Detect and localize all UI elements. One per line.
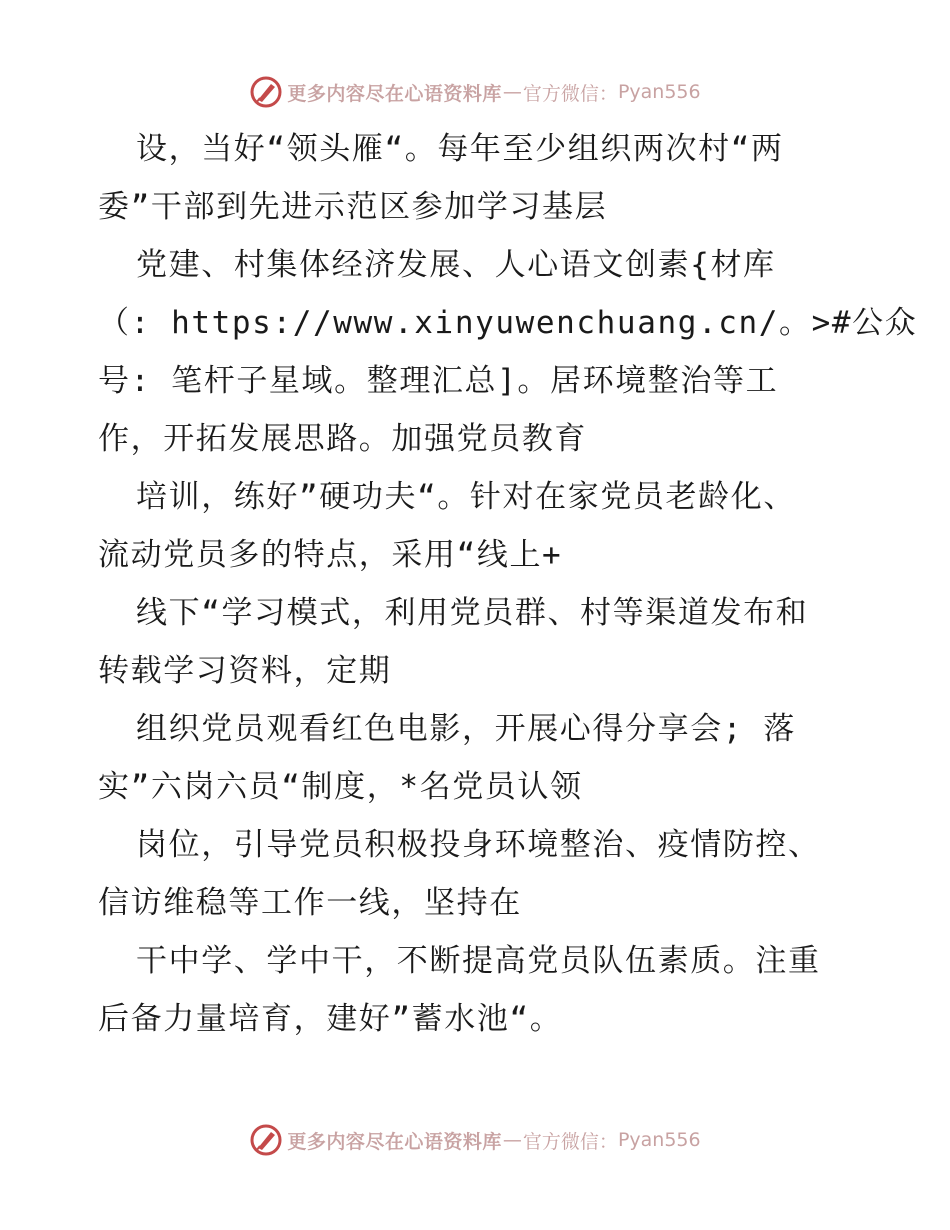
footer-banner xyxy=(0,1120,950,1160)
text-line: 线下“学习模式，利用党员群、村等渠道发布和 xyxy=(136,595,809,631)
quill-circle-icon xyxy=(249,75,283,109)
text-line: 组织党员观看红色电影，开展心得分享会; 落 xyxy=(136,711,796,747)
text-line: 培训，练好”硬功夫“。针对在家党员老龄化、 xyxy=(136,479,796,515)
text-line: （: https://www.xinyuwenchuang.cn/。>#公众 xyxy=(98,305,918,341)
text-line: 后备力量培育，建好”蓄水池“。 xyxy=(98,1001,563,1037)
text-line: 号: 笔杆子星域。整理汇总]。居环境整治等工 xyxy=(98,363,779,399)
text-line: 转载学习资料，定期 xyxy=(98,653,392,689)
banner-wechat-id: Pyan556 xyxy=(617,1129,701,1151)
text-line: 流动党员多的特点，采用“线上+ xyxy=(98,537,563,573)
text-line: 作，开拓发展思路。加强党员教育 xyxy=(98,421,587,457)
header-banner xyxy=(0,72,950,112)
banner-wechat-label: 官方微信： xyxy=(522,1130,618,1153)
text-line: 设，当好“领头雁“。每年至少组织两次村“两 xyxy=(136,131,784,167)
banner-site-text: 更多内容尽在心语资料库 xyxy=(287,1130,502,1153)
text-line: 信访维稳等工作一线，坚持在 xyxy=(98,885,522,921)
banner-separator: — xyxy=(502,1129,522,1151)
text-line: 干中学、学中干，不断提高党员队伍素质。注重 xyxy=(136,943,821,979)
banner-wechat-label: 官方微信： xyxy=(522,82,618,105)
quill-circle-icon xyxy=(249,1123,283,1157)
banner-site-text: 更多内容尽在心语资料库 xyxy=(287,82,502,105)
banner-separator: — xyxy=(502,81,522,103)
text-line: 实”六岗六员“制度，*名党员认领 xyxy=(98,769,583,805)
text-line: 岗位，引导党员积极投身环境整治、疫情防控、 xyxy=(136,827,821,863)
text-line: 委”干部到先进示范区参加学习基层 xyxy=(98,189,608,225)
banner-wechat-id: Pyan556 xyxy=(617,81,701,103)
document-body xyxy=(98,120,918,1048)
text-line: 党建、村集体经济发展、人心语文创素{材库 xyxy=(136,247,776,283)
